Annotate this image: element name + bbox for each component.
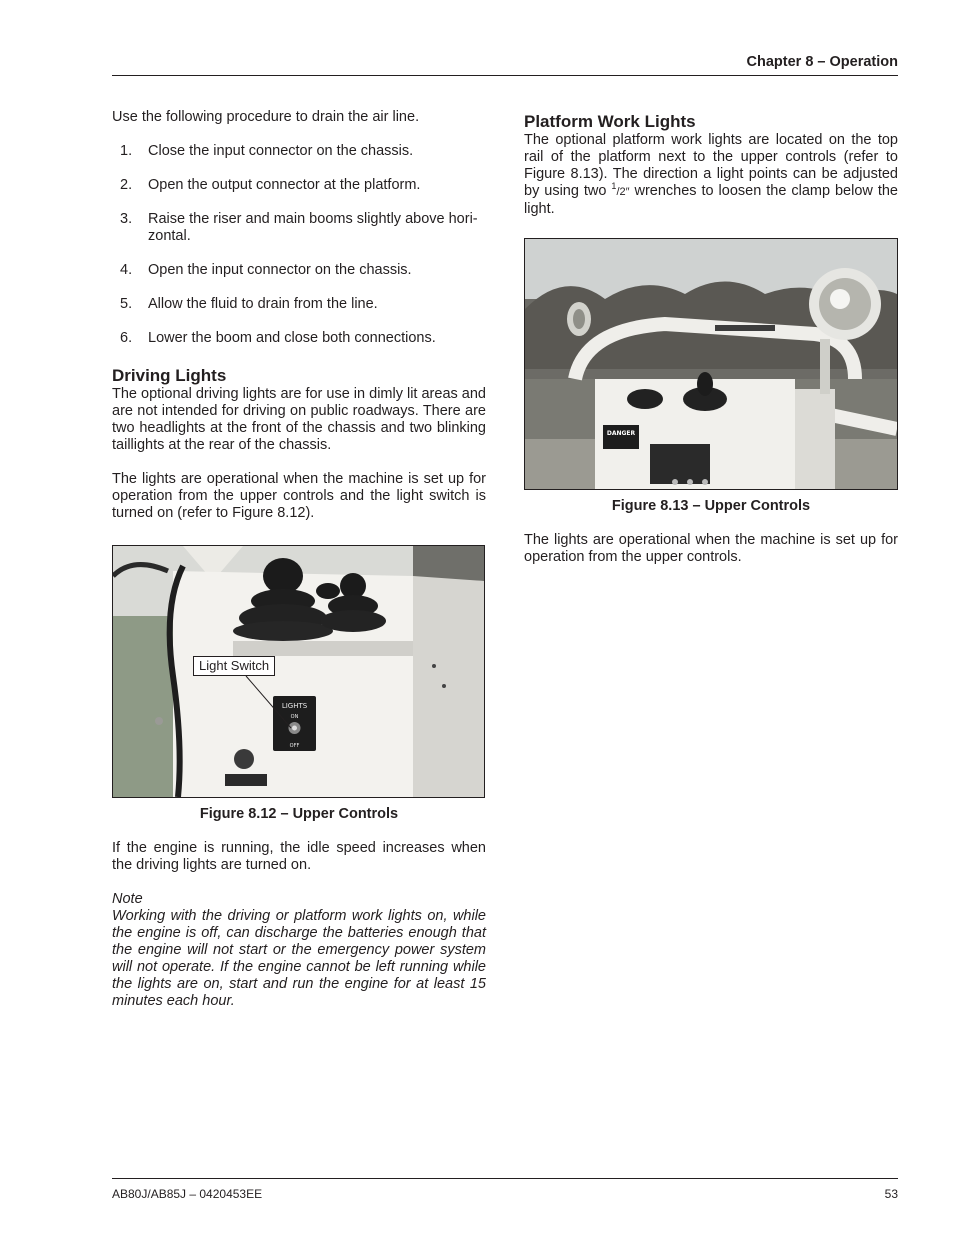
note-label: Note: [112, 891, 143, 907]
step-number: 3.: [120, 211, 133, 227]
idle-speed-paragraph: If the engine is running, the idle speed increases when the driving lights are turned on.: [112, 840, 486, 873]
left-column: [112, 109, 486, 1010]
step-number: 5.: [120, 296, 133, 312]
drain-steps: [112, 143, 486, 347]
list-item: [112, 177, 486, 194]
list-item: [112, 330, 486, 347]
figure-8-12-photo: [112, 545, 485, 798]
step-text: Open the input connector on the chassis.: [148, 262, 412, 278]
list-item: [112, 143, 486, 160]
step-number: 6.: [120, 330, 133, 346]
figure-8-12-caption: Figure 8.12 – Upper Controls: [199, 806, 399, 822]
figure-8-13-photo: [524, 238, 898, 490]
lights-on-label: ON: [290, 714, 299, 720]
driving-lights-operational-paragraph: The lights are operational when the machine is set up for operation from the upper controls and the light switch is turned on (refer to Figure 8.12).: [112, 471, 486, 521]
danger-decal-label: DANGER: [606, 430, 636, 437]
step-text: Open the output connector at the platform.: [148, 177, 421, 193]
lights-off-label: OFF: [289, 743, 300, 749]
footer-document-number: AB80J/AB85J – 0420453EE: [112, 1187, 263, 1201]
step-text: Raise the riser and main booms slightly above hori-zontal.: [148, 211, 478, 244]
step-number: 2.: [120, 177, 133, 193]
fraction-denominator: /2″: [616, 186, 630, 198]
figure-8-13-caption: Figure 8.13 – Upper Controls: [611, 498, 811, 514]
list-item: [112, 211, 486, 245]
step-text: Allow the fluid to drain from the line.: [148, 296, 378, 312]
step-text: Lower the boom and close both connections.: [148, 330, 436, 346]
list-item: [112, 262, 486, 279]
right-column: [524, 112, 898, 566]
lights-panel-label: LIGHTS: [281, 702, 308, 710]
note-text: Working with the driving or platform work lights on, while the engine is off, can discharge the batteries enough that the engine will not start or the emergency power system will not operate. If the engine cannot be left running while the lights are on, start and run the engine for at least 15 minutes each hour.: [112, 908, 486, 1009]
page-number: 53: [884, 1187, 898, 1201]
platform-work-lights-heading: Platform Work Lights: [524, 112, 696, 131]
list-item: [112, 296, 486, 313]
header-rule: [112, 75, 898, 76]
step-number: 4.: [120, 262, 133, 278]
platform-lights-operational-paragraph: The lights are operational when the machine is set up for operation from the upper controls.: [524, 532, 898, 565]
footer-rule: [112, 1178, 898, 1179]
chapter-title: Chapter 8 – Operation: [746, 54, 898, 70]
drain-intro: Use the following procedure to drain the air line.: [112, 109, 420, 125]
step-number: 1.: [120, 143, 133, 159]
platform-work-lights-paragraph: The optional platform work lights are located on the top rail of the platform next to the upper controls (refer to Figure 8.13). The direction a light points can be adjusted by using two $^1$/2″ wrenches to loosen the clamp below the light.: [524, 132, 898, 217]
driving-lights-heading: Driving Lights: [112, 366, 227, 385]
fraction-numerator: 1: [611, 181, 617, 192]
step-text: Close the input connector on the chassis.: [148, 143, 414, 159]
driving-lights-paragraph: The optional driving lights are for use in dimly lit areas and are not intended for driving on public roadways. There are two headlights at the front of the chassis and two blinking taillights at the rear of the chassis.: [112, 386, 486, 453]
light-switch-callout: Light Switch: [193, 656, 275, 676]
